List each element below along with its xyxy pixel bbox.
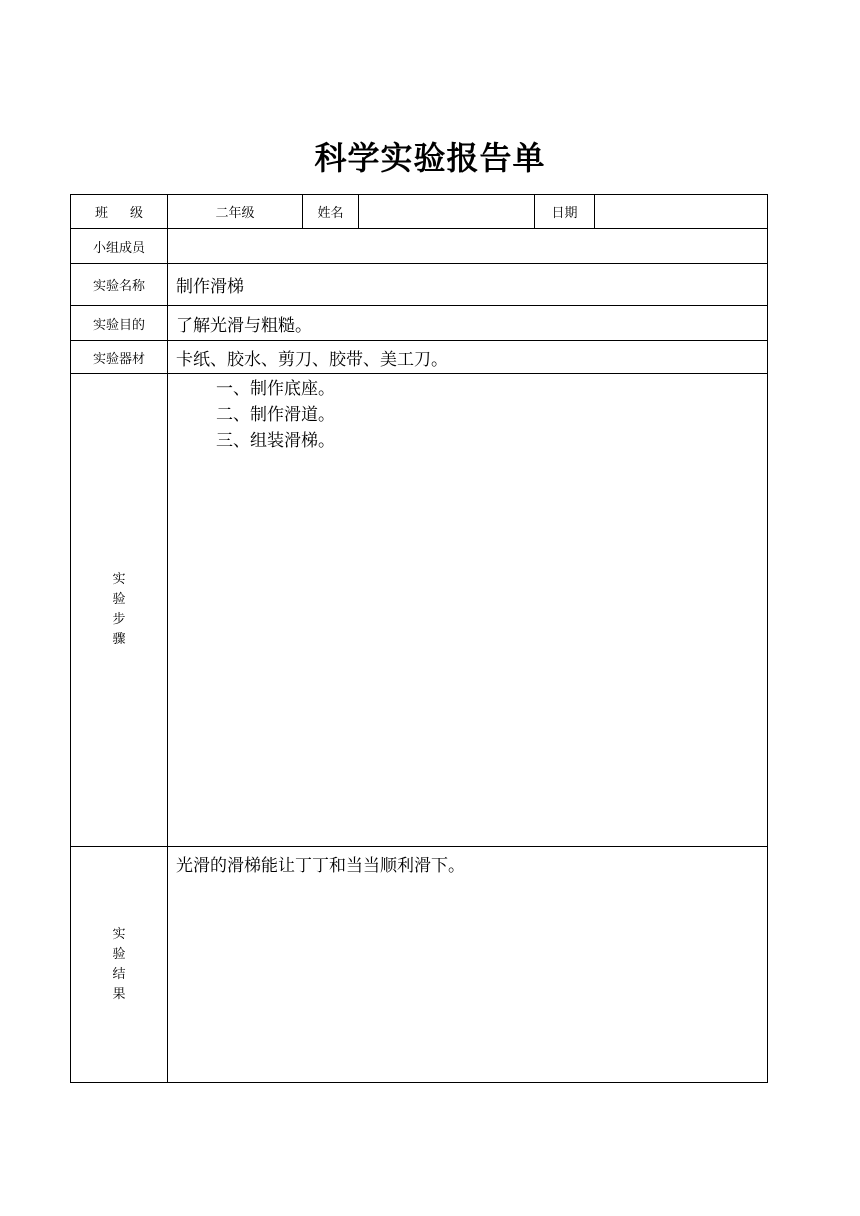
result-content[interactable]: 光滑的滑梯能让丁丁和当当顺利滑下。 — [168, 847, 768, 1083]
result-label-char: 结 — [112, 966, 126, 982]
steps-label — [71, 374, 168, 847]
experiment-name-value[interactable]: 制作滑梯 — [168, 264, 768, 306]
steps-content[interactable] — [168, 374, 768, 847]
report-table — [70, 194, 768, 1083]
result-label — [71, 847, 168, 1083]
materials-row — [71, 341, 768, 374]
class-label — [71, 195, 168, 229]
class-label-char-2: 级 — [130, 206, 144, 221]
group-row — [71, 229, 768, 264]
steps-label-char: 验 — [112, 592, 126, 607]
class-label-char-1: 班 — [94, 206, 108, 221]
info-row — [71, 195, 768, 229]
date-label: 日期 — [535, 195, 595, 229]
experiment-name-row — [71, 264, 768, 306]
class-value[interactable]: 二年级 — [168, 195, 303, 229]
group-label: 小组成员 — [71, 229, 168, 264]
result-label-char: 果 — [112, 986, 126, 1002]
result-label-char: 验 — [112, 946, 126, 962]
page-title: 科学实验报告单 — [314, 139, 546, 177]
result-row — [71, 847, 768, 1083]
materials-label: 实验器材 — [71, 341, 168, 374]
name-label: 姓名 — [303, 195, 359, 229]
steps-row — [71, 374, 768, 847]
step-item: 一、制作底座。 — [216, 379, 335, 399]
name-field[interactable] — [359, 195, 535, 229]
experiment-name-label: 实验名称 — [71, 264, 168, 306]
purpose-label: 实验目的 — [71, 306, 168, 341]
materials-value[interactable]: 卡纸、胶水、剪刀、胶带、美工刀。 — [168, 341, 768, 374]
steps-label-char: 步 — [112, 612, 126, 627]
steps-label-char: 实 — [112, 572, 126, 587]
steps-label-char: 骤 — [112, 632, 126, 647]
purpose-row — [71, 306, 768, 341]
step-item: 三、组装滑梯。 — [216, 431, 335, 451]
result-label-char: 实 — [112, 926, 126, 942]
step-item: 二、制作滑道。 — [216, 405, 335, 425]
group-field[interactable] — [168, 229, 768, 264]
date-field[interactable] — [595, 195, 768, 229]
purpose-value[interactable]: 了解光滑与粗糙。 — [168, 306, 768, 341]
